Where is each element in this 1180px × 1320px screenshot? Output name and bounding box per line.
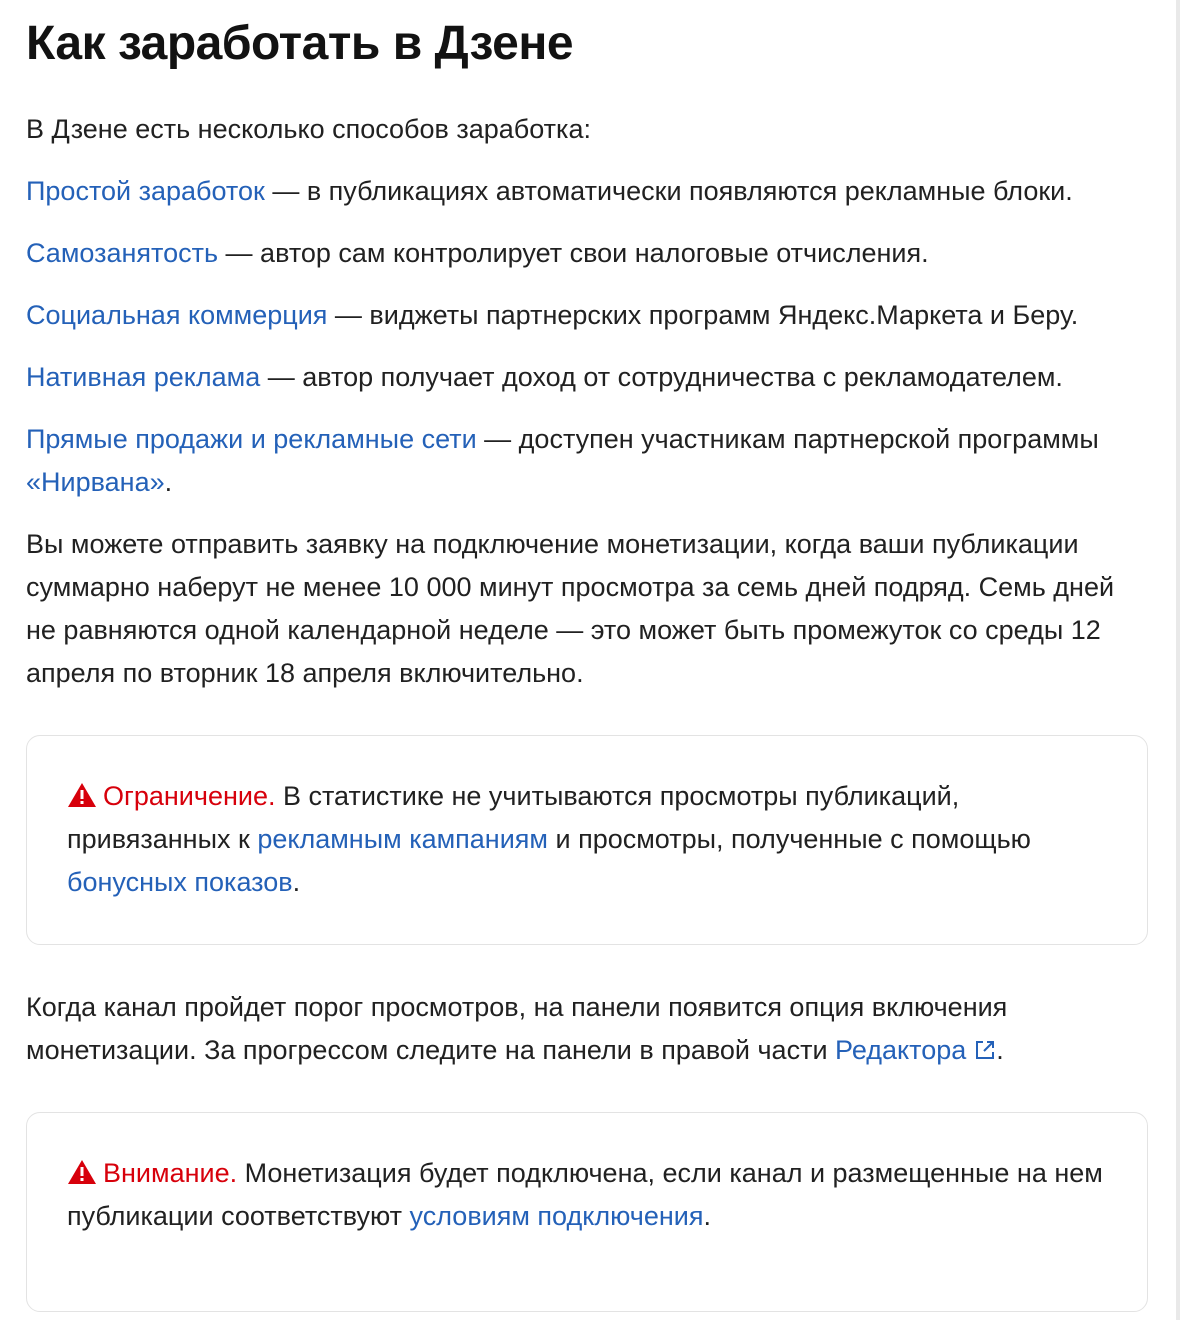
link-native-ads[interactable]: Нативная реклама xyxy=(26,362,261,392)
link-editor-label: Редактора xyxy=(835,1035,967,1065)
warning-icon xyxy=(67,782,97,808)
attention-text xyxy=(67,1152,1107,1238)
way-direct-sales-tail: . xyxy=(164,467,173,497)
threshold-tail: . xyxy=(996,1035,1004,1065)
way-direct-sales-text: — доступен участникам партнерской программы xyxy=(476,424,1099,454)
link-self-employment[interactable]: Самозанятость xyxy=(26,238,219,268)
way-social-commerce xyxy=(26,294,1148,337)
attention-text-1: Монетизация будет подключена, если канал и размещенные на нем публикации соответствуют xyxy=(67,1158,1103,1231)
threshold-text xyxy=(26,986,1148,1072)
link-bonus-impressions[interactable]: бонусных показов xyxy=(67,867,293,897)
link-nirvana[interactable]: «Нирвана» xyxy=(26,467,165,497)
link-editor[interactable] xyxy=(835,1035,996,1065)
warning-icon xyxy=(67,1159,97,1185)
threshold-body: Когда канал пройдет порог просмотров, на панели появится опция включения монетизации. За прогрессом следите на панели в правой части xyxy=(26,992,1008,1065)
restriction-text xyxy=(67,775,1107,904)
restriction-text-1: В статистике не учитываются просмотры публикаций, привязанных к xyxy=(67,781,960,854)
way-simple-earnings-text: — в публикациях автоматически появляются рекламные блоки. xyxy=(264,176,1073,206)
link-social-commerce[interactable]: Социальная коммерция xyxy=(26,300,328,330)
restriction-note xyxy=(26,735,1148,945)
external-link-icon xyxy=(974,1039,996,1061)
article xyxy=(26,0,1148,1312)
way-self-employment xyxy=(26,232,1148,275)
way-direct-sales xyxy=(26,418,1148,504)
link-direct-sales[interactable]: Прямые продажи и рекламные сети xyxy=(26,424,477,454)
way-simple-earnings xyxy=(26,170,1148,213)
restriction-text-3: . xyxy=(292,867,301,897)
link-simple-earnings[interactable]: Простой заработок xyxy=(26,176,265,206)
link-connection-terms[interactable]: условиям подключения xyxy=(409,1201,704,1231)
way-social-commerce-text: — виджеты партнерских программ Яндекс.Маркета и Беру. xyxy=(327,300,1079,330)
page-title: Как заработать в Дзене xyxy=(26,17,574,70)
attention-text-2: . xyxy=(703,1201,711,1231)
restriction-label: Ограничение. xyxy=(103,781,276,811)
restriction-text-2: и просмотры, полученные с помощью xyxy=(548,824,1031,854)
link-ad-campaigns[interactable]: рекламным кампаниям xyxy=(257,824,548,854)
requirement-text: Вы можете отправить заявку на подключение монетизации, когда ваши публикации суммарно наберут не менее 10 000 минут просмотра за семь дней подряд. Семь дней не равняются одной календарной неделе — это может быть промежуток со среды 12 апреля по вторник 18 апреля включительно. xyxy=(26,529,1115,688)
way-native-ads xyxy=(26,356,1148,399)
intro-text: В Дзене есть несколько способов заработка: xyxy=(26,114,591,144)
scrollbar-track[interactable] xyxy=(1176,0,1180,1320)
way-self-employment-text: — автор сам контролирует свои налоговые отчисления. xyxy=(218,238,929,268)
way-native-ads-text: — автор получает доход от сотрудничества с рекламодателем. xyxy=(260,362,1063,392)
attention-note xyxy=(26,1112,1148,1312)
attention-label: Внимание. xyxy=(103,1158,238,1188)
